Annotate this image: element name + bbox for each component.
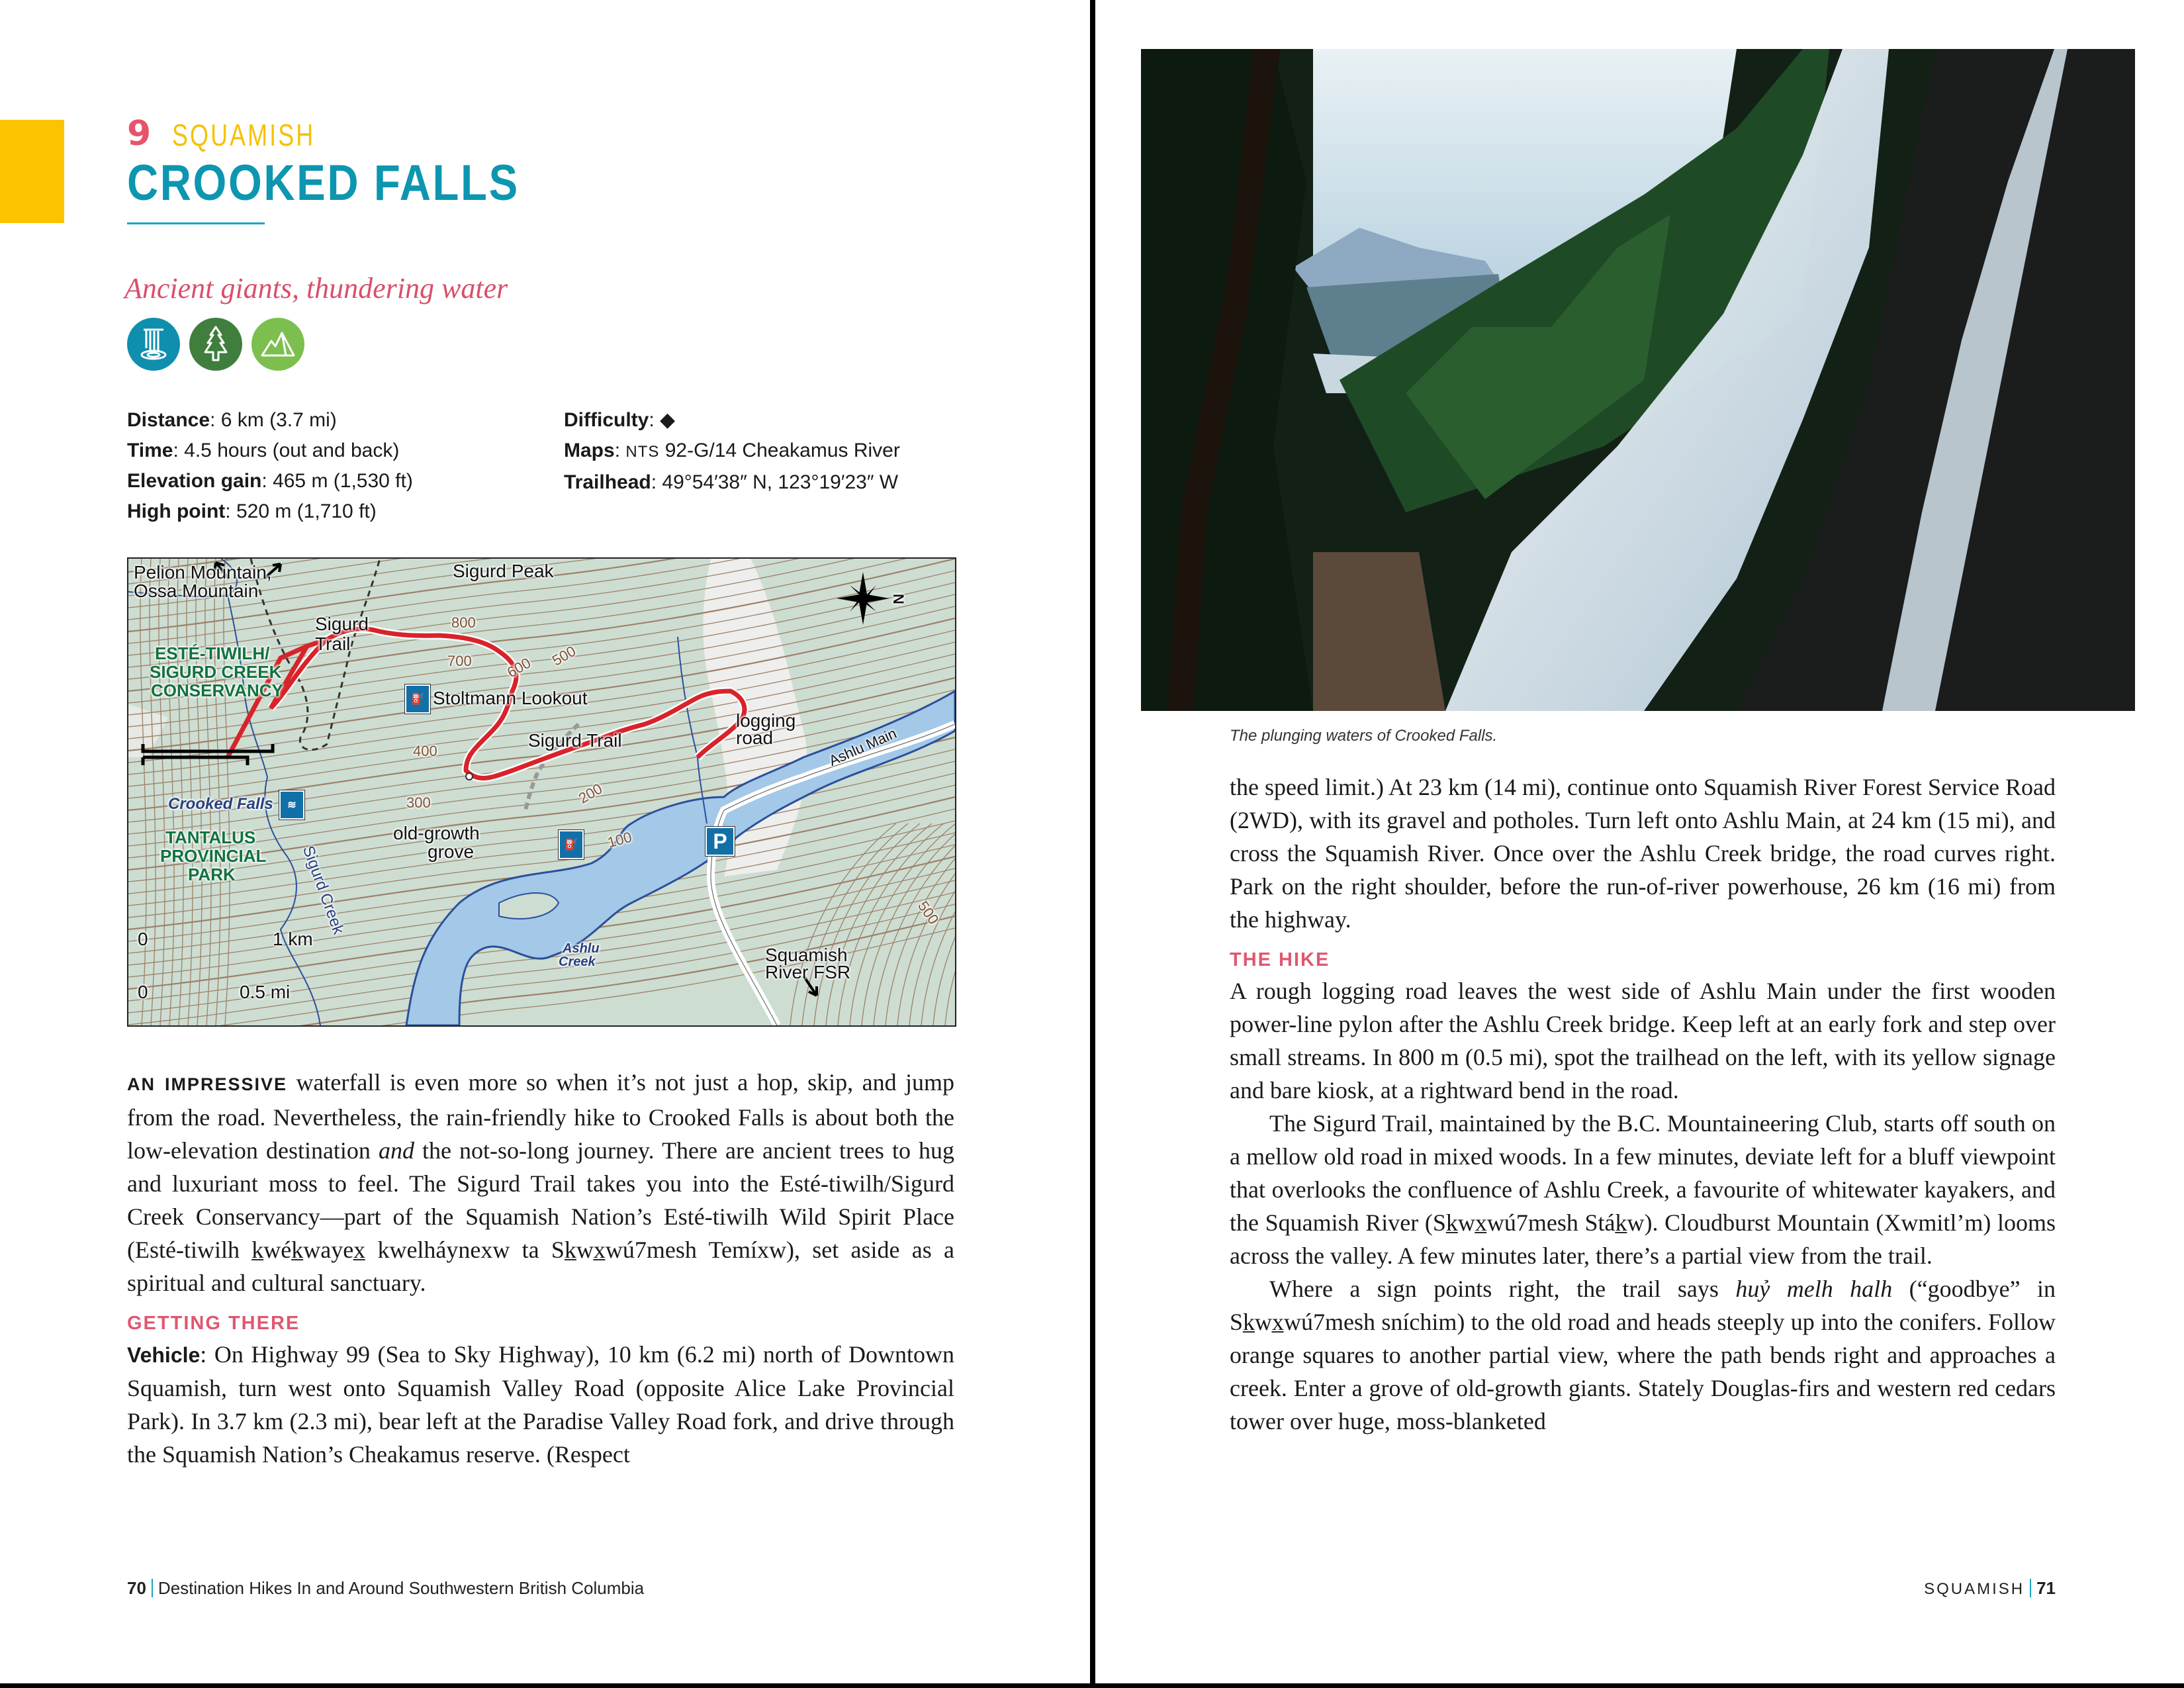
map-label-old-growth-2: grove: [428, 841, 475, 862]
chapter-tab: [0, 120, 64, 223]
contour-label-600: 600: [504, 654, 534, 681]
right-body-text: [1230, 771, 2056, 1438]
map-label-sigurd-creek: Sigurd Creek: [298, 843, 348, 937]
lookout-icon: ⛽: [559, 830, 584, 859]
map-label-ossa: Ossa Mountain: [134, 581, 259, 601]
map-label-stoltmann: Stoltmann Lookout: [433, 688, 588, 708]
contour-label-800: 800: [451, 614, 476, 631]
mountain-icon: [251, 318, 304, 371]
hike-title: CROOKED FALLS: [127, 155, 520, 211]
map-label-ashlu-creek-1: Ashlu: [563, 941, 600, 956]
contour-label-300: 300: [406, 794, 431, 811]
map-label-park-1: TANTALUS: [165, 827, 256, 847]
contour-line: [224, 559, 230, 1025]
title-rule: [127, 222, 265, 224]
hike-paragraph-2: The Sigurd Trail, maintained by the B.C. Mountaineering Club, starts off south on a mellow old road in mixed woods. In a few minutes, deviate left for a bluff viewpoint that overlooks the confluence of Ashlu Creek, a favourite of whitewater kayakers, and the Squamish River (Sk̲wx̲wú7mesh Sták̲w). Cloudburst Mountain (Xwmitl’m) looms across the valley. A few minutes later, there’s a partial view from the trail.: [1230, 1110, 2056, 1269]
waterfall-icon: [127, 318, 180, 371]
map-label-pelion: Pelion Mountain,: [134, 562, 272, 583]
stat-time: Time: 4.5 hours (out and back): [127, 440, 400, 461]
map-label-conservancy-3: CONSERVANCY: [151, 680, 283, 700]
contour-label-500: 500: [549, 642, 579, 669]
vehicle-label: Vehicle: [127, 1343, 201, 1367]
contour-line: [945, 823, 955, 1025]
waterfall-map-icon: ≋: [279, 790, 304, 820]
compass-rose-icon: [837, 572, 889, 625]
stat-difficulty: Difficulty: ◆: [564, 409, 676, 431]
intro-text: [127, 1066, 954, 1471]
contour-label-700: 700: [447, 653, 472, 669]
hike-number: 9: [127, 114, 152, 154]
lead-in: AN IMPRESSIVE: [127, 1074, 287, 1094]
map-label-squamish-fsr-2: River FSR: [765, 962, 851, 982]
contour-label-200: 200: [575, 780, 606, 807]
map-label-crooked-falls: Crooked Falls: [168, 795, 273, 813]
scale-km: 1 km: [273, 929, 313, 949]
map-label-ashlu-main: Ashlu Main: [826, 724, 899, 769]
section-name: SQUAMISH: [1924, 1580, 2025, 1598]
vehicle-text: : On Highway 99 (Sea to Sky Highway), 10 km (6.2 mi) north of Downtown Squamish, turn west onto Squamish Valley Road (opposite Alice Lake Provincial Park). In 3.7 km (2.3 mi), bear left at the Paradise Valley Road fork, and drive through the Squamish Nation’s Cheakamus reserve. (Respect: [127, 1341, 954, 1468]
contour-label-100: 100: [606, 828, 634, 851]
photo-illustration: [1141, 49, 2135, 711]
contour-line: [196, 559, 202, 1025]
folio-divider: [152, 1579, 153, 1597]
map-label-park-3: PARK: [188, 865, 236, 884]
stats-right: [564, 405, 900, 498]
stat-elevation-gain: Elevation gain: 465 m (1,530 ft): [127, 470, 413, 492]
the-hike-heading: THE HIKE: [1230, 949, 1330, 970]
grove-marker: [466, 773, 473, 780]
map-label-squamish-fsr-1: Squamish: [765, 945, 848, 965]
photo-caption: The plunging waters of Crooked Falls.: [1230, 727, 1498, 745]
getting-there-continued: the speed limit.) At 23 km (14 mi), continue onto Squamish River Forest Service Road (2WD), with its gravel and potholes. Turn left onto Ashlu Main, at 24 km (15 mi), and cross the Squamish River. Once over the Ashlu Creek bridge, the road curves right. Park on the right shoulder, before the run-of-river powerhouse, 26 km (16 mi) from the highway.: [1230, 774, 2056, 933]
scale-mi: 0.5 mi: [240, 982, 291, 1002]
map-label-conservancy-2: SIGURD CREEK: [150, 662, 282, 682]
contour-line: [790, 823, 896, 1025]
diamond-icon: ◆: [660, 409, 676, 431]
intro-part-1: waterfall is even more so when it’s not just a hop, skip, and jump from the road. Nevertheless, the rain-friendly hike to Crooked Falls is about both the low-elevation destination: [127, 1069, 955, 1164]
stat-trailhead: Trailhead: 49°54′38″ N, 123°19′23″ W: [564, 471, 899, 493]
map-label-logging-1: logging: [736, 710, 796, 731]
stat-maps: Maps: NTS 92-G/14 Cheakamus River: [564, 440, 900, 461]
scale-zero-mi: 0: [138, 982, 148, 1002]
tagline: Ancient giants, thundering water: [124, 272, 508, 305]
hike-paragraph-1: A rough logging road leaves the west side of Ashlu Main under the first wooden power-line pylon after the Ashlu Creek bridge. Keep left at an early fork and step over small streams. In 800 m (0.5 mi), spot the trailhead on the left, with its yellow signage and bare kiosk, at a rightward bend in the road.: [1230, 978, 2056, 1103]
feature-badges: [127, 318, 304, 371]
contour-line: [214, 559, 220, 1025]
intro-emphasis: and: [378, 1137, 414, 1164]
map-label-north: N: [889, 594, 907, 604]
contour-label-500-east: 500: [914, 898, 942, 927]
contour-line: [874, 823, 955, 1025]
map-label-ashlu-creek-2: Creek: [559, 955, 596, 969]
goodbye-phrase: huỷ melh halh: [1735, 1276, 1893, 1302]
contour-line: [140, 559, 146, 1025]
book-title: Destination Hikes In and Around Southwestern British Columbia: [158, 1578, 645, 1598]
map-label-conservancy-1: ESTÉ-TIWILH/: [155, 643, 270, 663]
map-label-logging-2: road: [736, 727, 774, 748]
tree-icon: [189, 318, 242, 371]
scale-zero-km: 0: [138, 929, 148, 949]
intro-part-2: the not-so-long journey. There are ancient trees to hug and luxuriant moss to feel. The Sigurd Trail takes you into the Esté-tiwilh/Sigurd Creek Conservancy—part of the Squamish Nation’s Esté-tiwilh Wild Spirit Place (Esté-tiwilh k̲wék̲wayex̲ kwelháynexw ta Sk̲wx̲wú7mesh Temíxw), set aside as a spiritual and cultural sanctuary.: [127, 1137, 955, 1296]
getting-there-heading: GETTING THERE: [127, 1313, 300, 1334]
folio-right: [1924, 1578, 2056, 1599]
left-page: [0, 0, 1092, 1685]
map-label-sigurd-trail: Sigurd Trail: [528, 730, 622, 751]
stat-high-point: High point: 520 m (1,710 ft): [127, 500, 377, 522]
folio-left: [127, 1578, 644, 1599]
map-label-sigurd-trail-2: Trail: [315, 633, 351, 654]
trail-map: [127, 557, 956, 1027]
2wd-smallcaps: 2WD: [1238, 807, 1289, 833]
bottom-rule: [0, 1683, 2184, 1688]
folio-divider: [2030, 1579, 2031, 1597]
page-gutter: [1090, 0, 1095, 1685]
stat-distance: Distance: 6 km (3.7 mi): [127, 409, 337, 431]
map-label-sigurd-peak: Sigurd Peak: [453, 561, 554, 581]
contour-line: [168, 559, 174, 1025]
map-label-park-2: PROVINCIAL: [160, 846, 267, 866]
contour-line: [933, 823, 955, 1025]
region-label: SQUAMISH: [172, 118, 316, 152]
parking-icon: P: [705, 827, 735, 856]
lookout-icon: ⛽: [405, 684, 430, 714]
hike-paragraph-3: Where a sign points right, the trail says huỷ melh halh (“goodbye” in Sk̲wx̲wú7mesh sníchim) to the old road and heads steeply up into the conifers. Follow orange squares to another partial view, where the path bends right and approaches a creek. Enter a grove of old-growth giants. Stately Douglas-firs and western red cedars tower over huge, moss-blanketed: [1230, 1276, 2056, 1434]
waterfall-photo: [1141, 49, 2135, 711]
page-number: 70: [127, 1578, 146, 1598]
page-number: 71: [2036, 1578, 2056, 1598]
stats-left: [127, 405, 413, 527]
map-label-sigurd-trail-1: Sigurd: [315, 614, 369, 634]
contour-label-400: 400: [413, 743, 437, 759]
map-label-old-growth-1: old-growth: [393, 823, 480, 843]
